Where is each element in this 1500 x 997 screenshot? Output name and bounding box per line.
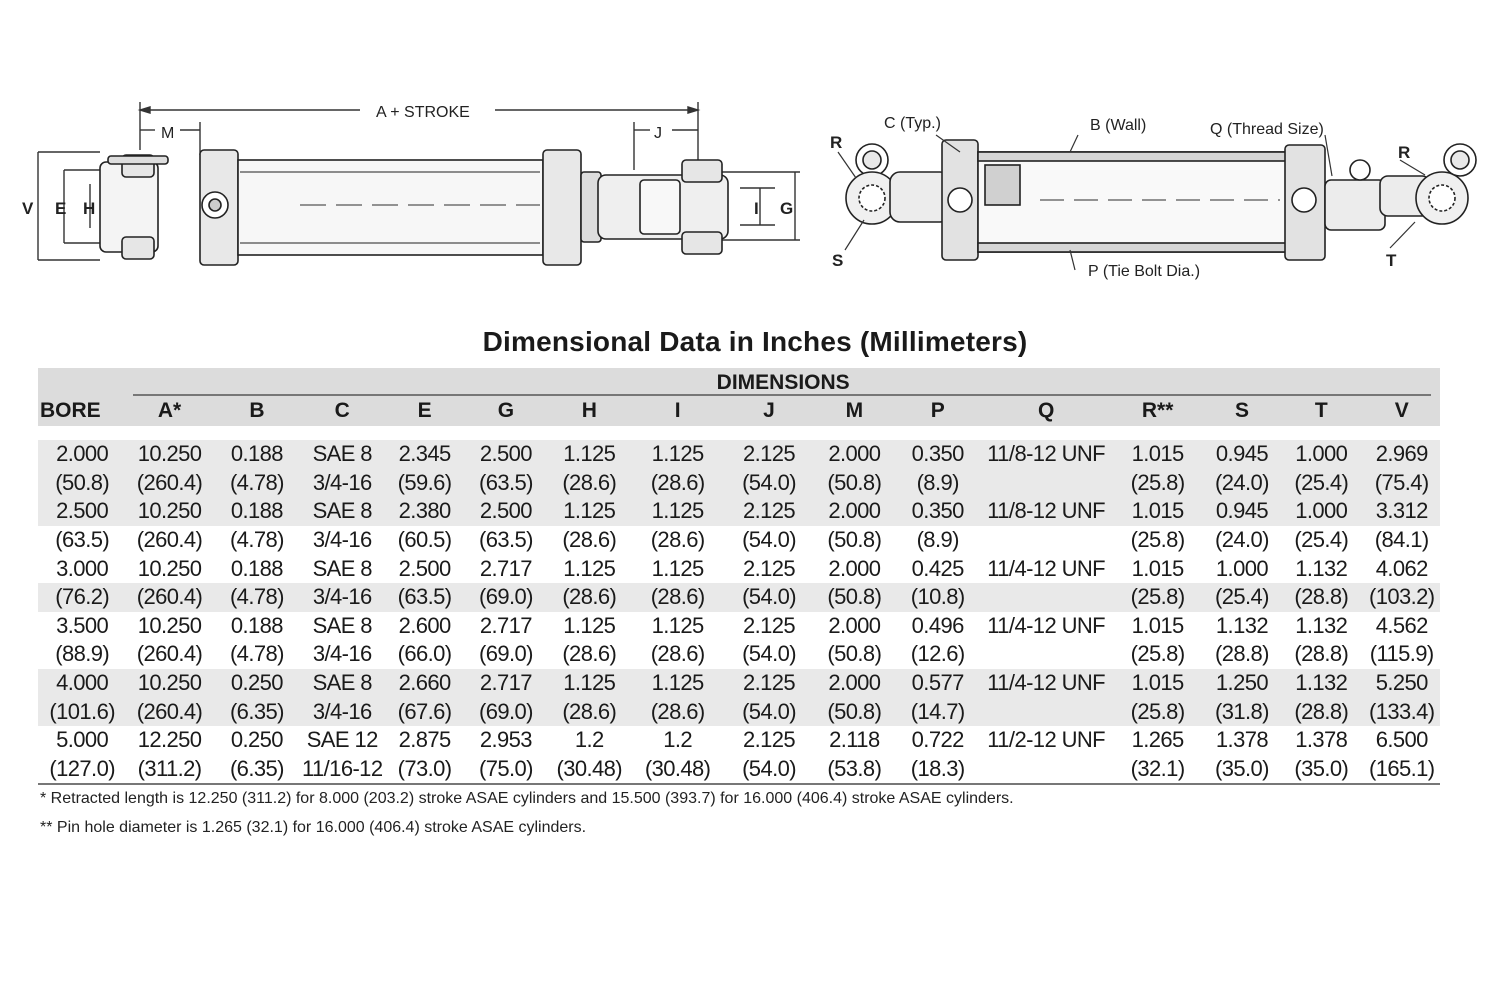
table-cell: 2.717 <box>466 669 546 698</box>
table-cell: 2.380 <box>383 497 465 526</box>
table-cell: SAE 8 <box>312 555 372 581</box>
table-cell: (14.7) <box>894 697 982 726</box>
table-row <box>38 612 1440 641</box>
table-cell: 1.265 <box>1131 727 1184 753</box>
label-s: S <box>832 251 844 270</box>
table-cell: (133.4) <box>1363 697 1440 726</box>
table-cell: 0.188 <box>230 612 283 638</box>
table-cell: 11/16-12 <box>301 755 383 785</box>
table-cell: 2.000 <box>828 612 881 638</box>
label-g: G <box>780 199 794 218</box>
table-cell: (35.0) <box>1205 755 1279 785</box>
dimensions-table <box>38 368 1440 785</box>
label-r-left: R <box>830 133 843 152</box>
footnote-pin-hole: ** Pin hole diameter is 1.265 (32.1) for 16.000 (406.4) stroke ASAE cylinders. <box>40 819 587 836</box>
table-cell: 3.312 <box>1363 497 1440 526</box>
table-cell: (54.0) <box>742 641 796 667</box>
table-cell: (66.0) <box>397 641 452 667</box>
table-cell: 10.250 <box>137 555 202 581</box>
column-header: E <box>417 399 432 422</box>
header-group-row <box>38 368 1440 396</box>
label-m: M <box>161 125 175 142</box>
table-cell: 0.945 <box>1205 440 1279 469</box>
label-c-typ: C (Typ.) <box>884 115 941 132</box>
column-header: S <box>1234 399 1249 422</box>
table-cell: 2.500 <box>466 440 546 469</box>
column-header: R** <box>1141 399 1174 422</box>
table-cell: (101.6) <box>38 697 126 726</box>
table-cell: 3.500 <box>56 612 109 638</box>
column-header: C <box>334 399 350 422</box>
table-cell: 0.250 <box>213 669 301 698</box>
table-cell: 1.125 <box>546 669 632 698</box>
table-cell: (28.6) <box>632 469 722 498</box>
table-cell: (63.5) <box>383 583 465 612</box>
table-cell: (28.6) <box>546 583 632 612</box>
table-cell: (127.0) <box>38 755 126 785</box>
table-cell: (25.4) <box>1294 527 1349 553</box>
table-cell: (260.4) <box>136 527 203 553</box>
header-blank <box>38 368 126 396</box>
table-cell: 1.015 <box>1131 612 1184 638</box>
table-row <box>38 497 1440 526</box>
table-cell: 5.000 <box>56 727 109 753</box>
table-cell: (63.5) <box>55 527 110 553</box>
table-cell: (4.78) <box>213 469 301 498</box>
table-cell: 10.250 <box>126 497 212 526</box>
table-cell: 11/8-12 UNF <box>982 440 1111 469</box>
column-header: V <box>1394 399 1409 422</box>
table-cell: (28.6) <box>650 527 705 553</box>
table-cell: (28.8) <box>1294 641 1349 667</box>
table-cell: 11/2-12 UNF <box>987 727 1106 753</box>
table-cell: (28.8) <box>1279 583 1363 612</box>
footnote-retracted-length: * Retracted length is 12.250 (311.2) for 8.000 (203.2) stroke ASAE cylinders and 15.500 (393.7) for 16.000 (406.4) stroke ASAE cylinders. <box>40 790 1014 807</box>
table-cell: (103.2) <box>1363 583 1440 612</box>
table-cell: (24.0) <box>1215 527 1269 553</box>
table-cell: SAE 8 <box>301 440 383 469</box>
table-cell: (25.8) <box>1130 527 1185 553</box>
table-cell: 1.000 <box>1279 497 1363 526</box>
table-cell: 6.500 <box>1375 727 1428 753</box>
table-cell: 0.188 <box>213 440 301 469</box>
table-cell: 1.125 <box>563 612 616 638</box>
table-row <box>38 669 1440 698</box>
table-cell: 2.953 <box>479 727 532 753</box>
table-cell: 0.188 <box>230 555 283 581</box>
table-cell: 2.717 <box>479 612 532 638</box>
table-cell: (25.4) <box>1279 469 1363 498</box>
table-cell: 2.000 <box>38 440 126 469</box>
table-cell: 1.125 <box>632 497 722 526</box>
table-cell: SAE 8 <box>312 612 372 638</box>
table-cell: 5.250 <box>1363 669 1440 698</box>
table-cell: (25.8) <box>1130 641 1185 667</box>
table-cell: 10.250 <box>126 669 212 698</box>
table-cell: 0.350 <box>894 497 982 526</box>
table-cell: (12.6) <box>910 641 965 667</box>
table-cell: (31.8) <box>1205 697 1279 726</box>
label-r-right: R <box>1398 143 1411 162</box>
table-cell: 2.000 <box>828 555 881 581</box>
table-cell: (260.4) <box>126 469 212 498</box>
table-cell: 2.000 <box>815 440 893 469</box>
label-i: I <box>754 199 759 218</box>
table-cell: 2.500 <box>38 497 126 526</box>
table-cell: SAE 8 <box>301 669 383 698</box>
table-cell: (30.48) <box>632 755 722 785</box>
column-header: B <box>249 399 265 422</box>
table-cell: 1.125 <box>546 440 632 469</box>
table-cell <box>982 469 1111 498</box>
table-cell <box>982 755 1111 785</box>
table-row <box>38 640 1440 669</box>
table-cell: (6.35) <box>213 697 301 726</box>
column-header: G <box>497 399 515 422</box>
table-cell: 1.015 <box>1110 440 1204 469</box>
table-cell: 3.000 <box>56 555 109 581</box>
table-cell: (260.4) <box>126 583 212 612</box>
table-cell: 1.250 <box>1205 669 1279 698</box>
table-cell: (59.6) <box>383 469 465 498</box>
table-cell: (6.35) <box>213 755 301 785</box>
table-cell: 1.015 <box>1110 497 1204 526</box>
table-cell: (54.0) <box>742 527 796 553</box>
table-cell: (28.6) <box>650 641 705 667</box>
table-row <box>38 554 1440 583</box>
cylinder-cutaway-diagram <box>820 80 1500 310</box>
table-cell: 2.000 <box>815 497 893 526</box>
table-cell: 2.125 <box>723 440 815 469</box>
table-cell: (115.9) <box>1369 641 1434 667</box>
label-b-wall: B (Wall) <box>1090 117 1147 134</box>
table-cell: (76.2) <box>38 583 126 612</box>
table-cell: 2.118 <box>829 727 880 753</box>
table-cell: (50.8) <box>815 469 893 498</box>
table-row <box>38 726 1440 755</box>
table-cell: 2.125 <box>742 727 796 753</box>
table-cell: (25.8) <box>1110 697 1204 726</box>
table-cell <box>982 526 1111 555</box>
table-cell: 1.125 <box>632 669 722 698</box>
table-cell: 11/4-12 UNF <box>982 669 1111 698</box>
table-cell: (28.8) <box>1279 697 1363 726</box>
table-cell: (67.6) <box>383 697 465 726</box>
table-cell: (35.0) <box>1279 755 1363 785</box>
table-cell: 0.496 <box>911 612 964 638</box>
table-cell: (69.0) <box>466 697 546 726</box>
label-j: J <box>654 125 662 142</box>
table-cell: 1.2 <box>574 727 604 753</box>
table-cell: 4.000 <box>38 669 126 698</box>
table-cell: 10.250 <box>137 612 202 638</box>
table-cell: (54.0) <box>723 469 815 498</box>
table-cell: (63.5) <box>466 469 546 498</box>
table-cell: 11/4-12 UNF <box>987 555 1106 581</box>
table-cell: 1.125 <box>563 555 616 581</box>
table-cell <box>982 697 1111 726</box>
table-cell <box>982 583 1111 612</box>
label-h: H <box>83 199 96 218</box>
table-row <box>38 583 1440 612</box>
table-cell: (88.9) <box>55 641 110 667</box>
table-cell: (73.0) <box>383 755 465 785</box>
table-cell: 0.188 <box>213 497 301 526</box>
table-cell: (4.78) <box>229 527 284 553</box>
table-cell: 1.015 <box>1110 669 1204 698</box>
table-cell: (30.48) <box>546 755 632 785</box>
header-dimensions: DIMENSIONS <box>716 371 850 394</box>
table-row <box>38 755 1440 785</box>
table-cell: 3/4-16 <box>301 697 383 726</box>
table-cell: (75.4) <box>1363 469 1440 498</box>
table-cell: (28.6) <box>562 641 617 667</box>
table-cell: 1.132 <box>1215 612 1268 638</box>
table-cell: 2.125 <box>723 497 815 526</box>
table-cell: 2.000 <box>815 669 893 698</box>
table-cell: 0.425 <box>911 555 964 581</box>
table-cell: 2.125 <box>742 555 796 581</box>
table-cell: 2.125 <box>723 669 815 698</box>
column-header: BORE <box>40 399 101 422</box>
table-cell: 1.132 <box>1295 612 1348 638</box>
table-cell: (50.8) <box>827 527 882 553</box>
table-cell: (260.4) <box>136 641 203 667</box>
label-e: E <box>55 199 67 218</box>
column-header: Q <box>1037 399 1055 422</box>
table-cell: SAE 8 <box>301 497 383 526</box>
table-cell: (4.78) <box>229 641 284 667</box>
table-cell: 1.378 <box>1215 727 1268 753</box>
cylinder-side-view-diagram <box>0 80 820 310</box>
table-cell: (50.8) <box>827 641 882 667</box>
table-cell: 1.000 <box>1279 440 1363 469</box>
table-cell: (260.4) <box>126 697 212 726</box>
table-cell: (28.6) <box>632 583 722 612</box>
table-cell: 3/4-16 <box>312 527 372 553</box>
column-header: J <box>763 399 775 422</box>
table-cell: 11/4-12 UNF <box>987 612 1106 638</box>
table-cell: (69.0) <box>466 583 546 612</box>
table-cell: (28.6) <box>632 697 722 726</box>
table-cell: (8.9) <box>894 469 982 498</box>
table-cell: (18.3) <box>894 755 982 785</box>
table-cell: 1.132 <box>1295 555 1348 581</box>
column-header: T <box>1314 399 1328 422</box>
table-cell: 2.125 <box>742 612 796 638</box>
table-cell: 2.717 <box>479 555 532 581</box>
column-header: M <box>845 399 864 422</box>
table-cell: 1.015 <box>1131 555 1184 581</box>
table-cell: (28.8) <box>1215 641 1269 667</box>
table-cell: (50.8) <box>815 697 893 726</box>
table-cell: (10.8) <box>894 583 982 612</box>
table-cell: (75.0) <box>466 755 546 785</box>
column-header: P <box>930 399 945 422</box>
table-cell: 2.600 <box>398 612 451 638</box>
table-cell: (69.0) <box>478 641 533 667</box>
table-cell: 3/4-16 <box>301 469 383 498</box>
label-t: T <box>1386 251 1397 270</box>
table-cell: 1.125 <box>546 497 632 526</box>
table-cell: (54.0) <box>723 583 815 612</box>
table-cell: SAE 12 <box>306 727 378 753</box>
table-cell: (50.8) <box>38 469 126 498</box>
table-cell: 1.132 <box>1279 669 1363 698</box>
table-row <box>38 526 1440 555</box>
table-cell: (24.0) <box>1205 469 1279 498</box>
table-cell: 1.125 <box>651 612 704 638</box>
table-row <box>38 469 1440 498</box>
table-cell: (4.78) <box>213 583 301 612</box>
table-cell: 11/8-12 UNF <box>982 497 1111 526</box>
column-header: H <box>581 399 597 422</box>
table-cell: 1.125 <box>632 440 722 469</box>
table-cell: (84.1) <box>1374 527 1429 553</box>
table-cell: 2.875 <box>398 727 451 753</box>
table-cell: (28.6) <box>546 469 632 498</box>
table-cell: 0.250 <box>230 727 283 753</box>
table-cell: 4.062 <box>1375 555 1428 581</box>
column-header: A* <box>157 399 182 422</box>
table-cell <box>982 640 1111 669</box>
table-cell: 1.378 <box>1295 727 1348 753</box>
column-header: I <box>674 399 681 422</box>
table-cell: 4.562 <box>1375 612 1428 638</box>
table-cell: (54.0) <box>723 755 815 785</box>
table-cell: 2.500 <box>398 555 451 581</box>
table-cell: (28.6) <box>562 527 617 553</box>
table-cell: (311.2) <box>126 755 212 785</box>
table-cell: (63.5) <box>478 527 533 553</box>
table-cell: (165.1) <box>1363 755 1440 785</box>
table-cell: 0.577 <box>894 669 982 698</box>
table-cell: (25.4) <box>1205 583 1279 612</box>
table-row <box>38 697 1440 726</box>
table-title: Dimensional Data in Inches (Millimeters) <box>482 326 1028 357</box>
table-cell: (50.8) <box>815 583 893 612</box>
label-v: V <box>22 199 34 218</box>
table-cell: (54.0) <box>723 697 815 726</box>
table-cell: 0.945 <box>1205 497 1279 526</box>
dimensions-rule <box>133 394 1431 396</box>
column-header-row <box>38 396 1440 426</box>
table-cell: 10.250 <box>126 440 212 469</box>
label-a-stroke: A + STROKE <box>376 104 470 121</box>
label-p-tie-bolt: P (Tie Bolt Dia.) <box>1088 263 1201 280</box>
table-cell: (60.5) <box>397 527 452 553</box>
table-cell: 2.500 <box>466 497 546 526</box>
table-cell: 1.125 <box>651 555 704 581</box>
table-cell: 1.2 <box>663 727 693 753</box>
table-cell: 3/4-16 <box>312 641 372 667</box>
table-cell: (32.1) <box>1110 755 1204 785</box>
table-cell: (25.8) <box>1110 583 1204 612</box>
table-cell: 2.345 <box>383 440 465 469</box>
table-cell: 3/4-16 <box>301 583 383 612</box>
table-cell: 0.350 <box>894 440 982 469</box>
table-cell: 1.000 <box>1215 555 1268 581</box>
table-cell: (25.8) <box>1110 469 1204 498</box>
table-cell: 0.722 <box>911 727 964 753</box>
label-q-thread: Q (Thread Size) <box>1210 121 1324 138</box>
table-cell: 2.660 <box>383 669 465 698</box>
table-cell: (8.9) <box>916 527 959 553</box>
table-row <box>38 440 1440 469</box>
table-cell: 12.250 <box>137 727 202 753</box>
table-cell: (53.8) <box>815 755 893 785</box>
table-cell: 2.969 <box>1363 440 1440 469</box>
table-cell: (28.6) <box>546 697 632 726</box>
